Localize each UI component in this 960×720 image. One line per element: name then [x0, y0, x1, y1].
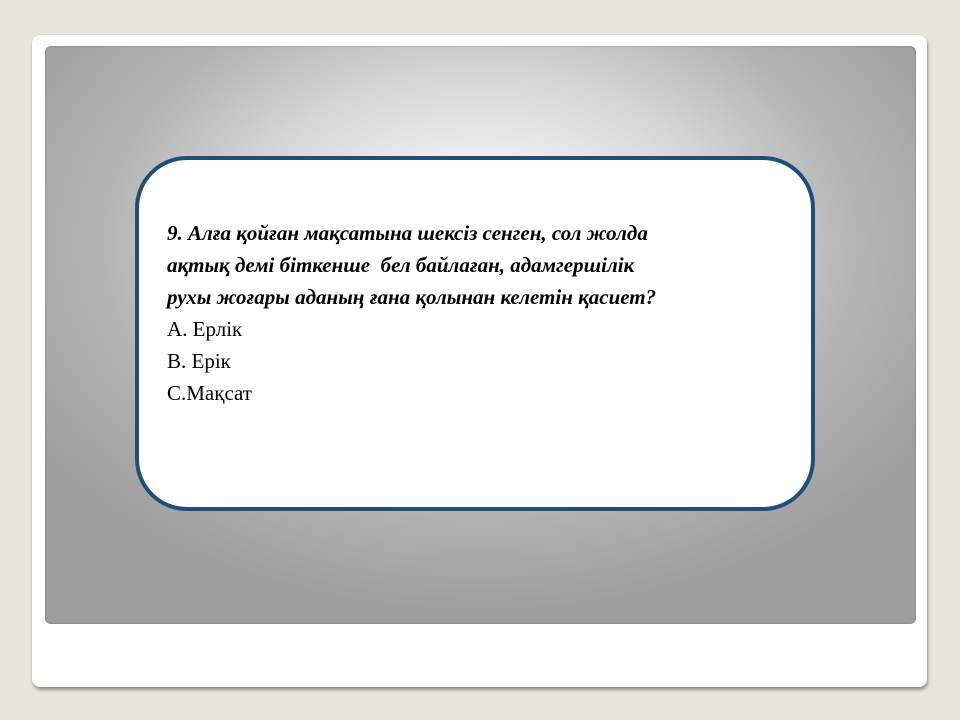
question-card	[135, 156, 815, 511]
answer-option-b[interactable]: В. Ерік	[167, 349, 231, 373]
question-text-line: рухы жоғары аданың ғана қолынан келетін қасиет?	[167, 285, 657, 309]
slide-content-panel	[45, 46, 916, 624]
question-text-line: 9. Алға қойған мақсатына шексіз сенген, сол жолда	[167, 221, 648, 245]
question-block	[167, 217, 797, 409]
slide-frame	[32, 35, 927, 687]
answer-option-a[interactable]: А. Ерлік	[167, 317, 243, 341]
question-text-line: ақтық демі біткенше бел байлаған, адамгершілік	[167, 253, 635, 277]
answer-option-c[interactable]: С.Мақсат	[167, 381, 252, 405]
